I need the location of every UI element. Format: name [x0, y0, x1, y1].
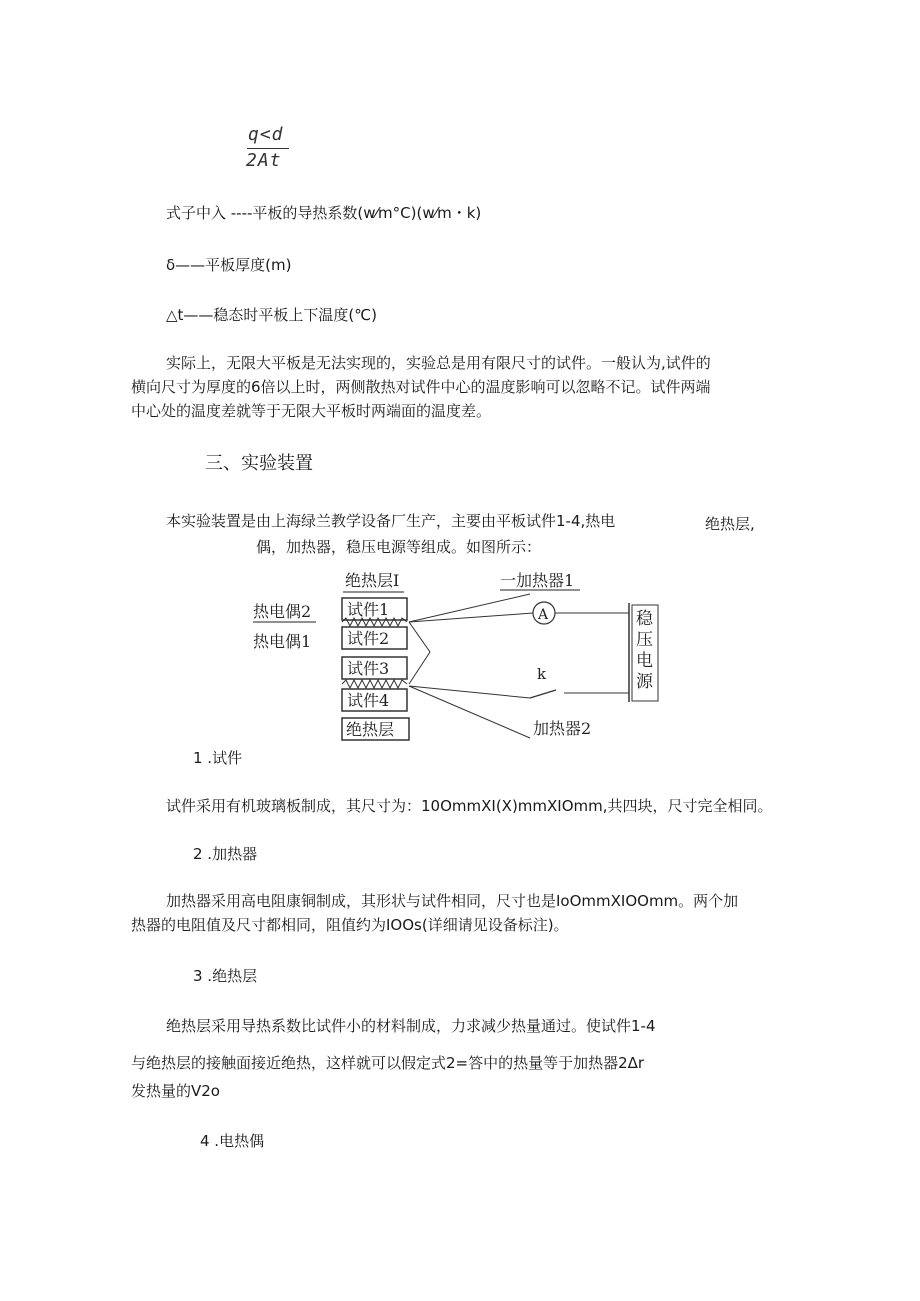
- definition-delta: δ——平板厚度(m): [166, 256, 292, 274]
- ammeter-label: A: [538, 607, 549, 623]
- item2-line2: 热器的电阻值及尺寸都相同，阻值约为IOOs(详细请见设备标注)。: [131, 916, 569, 934]
- intro-line1: 本实验装置是由上海绿兰教学设备厂生产，主要由平板试件1-4,热电: [166, 512, 616, 530]
- switch-label: k: [537, 665, 547, 683]
- intro-line2: 偶，加热器，稳压电源等组成。如图所示：: [256, 538, 542, 556]
- label-thermocouple2: 热电偶2: [253, 602, 312, 621]
- formula-numerator: q<d: [248, 124, 284, 145]
- power-supply-label: [636, 609, 658, 692]
- power-supply-char-4: 源: [636, 672, 653, 692]
- definition-dt: △t——稳态时平板上下温度(℃): [166, 306, 377, 324]
- item3-line3: 发热量的V2o: [131, 1082, 220, 1100]
- heater2-lead-bottom: [409, 686, 530, 738]
- section-heading: 三、实验装置: [205, 453, 313, 474]
- specimen3-label: 试件3: [347, 659, 390, 678]
- label-heater1: 一加热器1: [500, 571, 575, 590]
- item3-line2: 与绝热层的接触面接近绝热，这样就可以假定式2=答中的热量等于加热器2Δr: [131, 1054, 645, 1072]
- label-thermocouple1: 热电偶1: [253, 632, 312, 651]
- item3-line1: 绝热层采用导热系数比试件小的材料制成，力求减少热量通过。使试件1-4: [166, 1017, 656, 1035]
- item1-title: 1 .试件: [193, 749, 243, 767]
- specimen1-label: 试件1: [347, 600, 390, 619]
- definition-lambda: 式子中入 ----平板的导热系数(w⁄m°C)(w⁄m・k): [166, 204, 482, 222]
- heater-series-link: [409, 622, 430, 684]
- specimen4-label: 试件4: [347, 691, 390, 710]
- specimen2-label: 试件2: [347, 629, 390, 648]
- label-insulation-top: 绝热层Ⅰ: [345, 571, 400, 590]
- power-supply-char-1: 稳: [636, 609, 653, 629]
- switch-blade: [530, 690, 556, 698]
- heater1-zigzag: [342, 618, 407, 626]
- formula-denominator: 2At: [246, 150, 282, 171]
- power-supply-char-2: 压: [636, 630, 653, 650]
- heater2-zigzag: [342, 680, 407, 688]
- item2-title: 2 .加热器: [193, 845, 258, 863]
- item2-line1: 加热器采用高电阻康铜制成，其形状与试件相同，尺寸也是IoOmmXIOOmm。两个加: [166, 892, 739, 910]
- power-supply-char-3: 电: [636, 651, 653, 671]
- heater2-lead-to-switch: [409, 686, 530, 698]
- item4-title: 4 .电热偶: [200, 1132, 265, 1150]
- para1-line3: 中心处的温度差就等于无限大平板时两端面的温度差。: [131, 402, 492, 420]
- item3-title: 3 .绝热层: [193, 967, 258, 985]
- label-insulation-bottom: 绝热层: [346, 720, 395, 739]
- intro-line1-right: 绝热层,: [705, 515, 755, 533]
- label-heater2: 加热器2: [533, 719, 592, 738]
- item1-text: 试件采用有机玻璃板制成，其尺寸为：10OmmXI(X)mmXIOmm,共四块，尺寸完全相同。: [166, 797, 773, 815]
- para1-line2: 横向尺寸为厚度的6倍以上时，两侧散热对试件中心的温度影响可以忽略不记。试件两端: [131, 378, 711, 396]
- para1-line1: 实际上，无限大平板是无法实现的，实验总是用有限尺寸的试件。一般认为,试件的: [166, 354, 711, 372]
